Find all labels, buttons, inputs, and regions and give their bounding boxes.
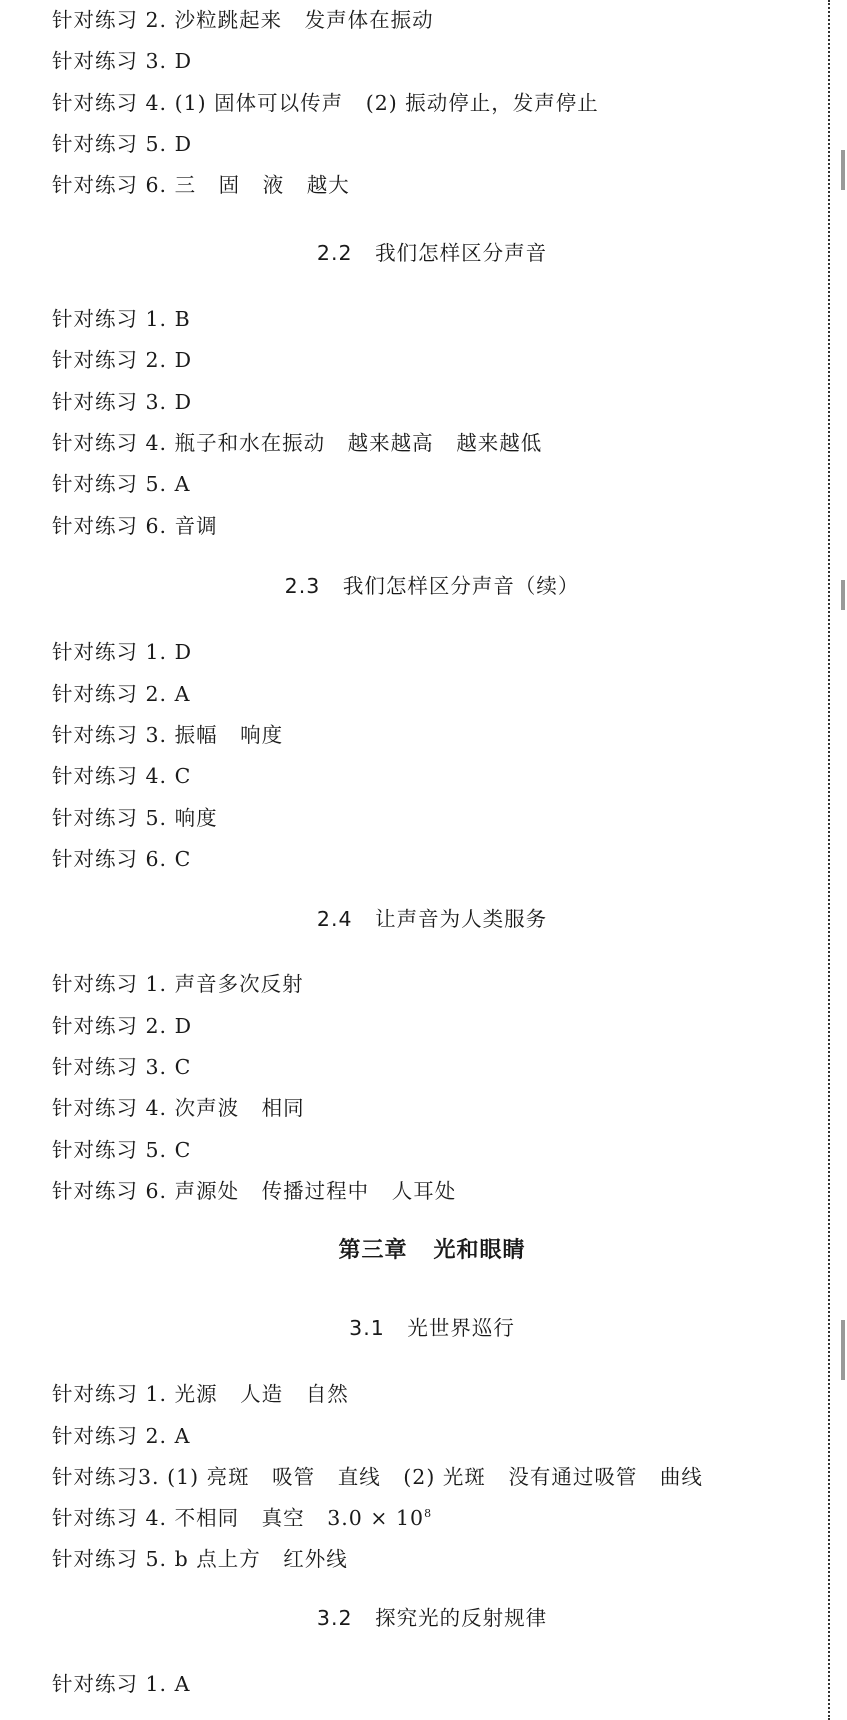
answer-text: 针对练习 5. A	[52, 472, 191, 496]
answer-line	[52, 1095, 305, 1121]
answer-text: 针对练习 1. D	[52, 640, 193, 664]
answer-text: 针对练习 4. 瓶子和水在振动 越来越高 越来越低	[52, 431, 543, 455]
answer-text: 针对练习 3. 振幅 响度	[52, 723, 284, 747]
answer-line	[52, 722, 283, 748]
answer-text: 针对练习 5. C	[52, 1138, 192, 1162]
answer-line	[52, 681, 190, 707]
answer-line	[52, 513, 218, 539]
answer-text: 针对练习 2. D	[52, 348, 193, 372]
answer-text: 针对练习 6. 三 固 液 越大	[52, 173, 350, 197]
answer-line	[52, 1671, 190, 1697]
answer-line	[52, 971, 304, 997]
answer-text: 针对练习 6. 声源处 传播过程中 人耳处	[52, 1179, 457, 1203]
answer-text: 针对练习 1. 声音多次反射	[52, 972, 304, 996]
binding-edge-mark	[841, 150, 845, 190]
answer-text: 针对练习 2. 沙粒跳起来 发声体在振动	[52, 8, 434, 32]
answer-line	[52, 1381, 349, 1407]
answer-line	[52, 1464, 703, 1490]
heading-text: 2.3 我们怎样区分声音（续）	[284, 574, 580, 598]
answer-text: 针对练习 5. 响度	[52, 806, 218, 830]
answer-line	[52, 347, 192, 373]
answer-text: 针对练习 3. D	[52, 390, 193, 414]
section-heading	[52, 906, 812, 932]
heading-text: 3.1 光世界巡行	[349, 1316, 515, 1340]
answer-line	[52, 1505, 432, 1531]
answer-text: 针对练习 2. A	[52, 682, 191, 706]
answer-line	[52, 131, 192, 157]
section-heading	[52, 1315, 812, 1341]
answer-text: 针对练习 5. b 点上方 红外线	[52, 1547, 348, 1571]
answer-text: 针对练习 2. D	[52, 1014, 193, 1038]
answer-text: 针对练习 3. D	[52, 49, 193, 73]
answer-line	[52, 1423, 190, 1449]
answer-text: 针对练习 1. B	[52, 307, 191, 331]
answer-line	[52, 639, 192, 665]
answer-line	[52, 172, 350, 198]
answer-line	[52, 1013, 192, 1039]
answer-text: 针对练习 4. (1) 固体可以传声 (2) 振动停止，发声停止	[52, 91, 599, 115]
exponent: 8	[424, 1507, 433, 1521]
answer-text: 针对练习 5. D	[52, 132, 193, 156]
answer-text: 针对练习 1. 光源 人造 自然	[52, 1382, 349, 1406]
answer-line	[52, 389, 192, 415]
section-heading	[52, 573, 812, 599]
answer-line	[52, 1137, 191, 1163]
section-heading	[52, 1605, 812, 1631]
section-heading	[52, 240, 812, 266]
binding-edge-mark	[841, 1320, 845, 1380]
answer-line	[52, 48, 192, 74]
answer-line	[52, 306, 191, 332]
answer-text: 针对练习 4. C	[52, 764, 192, 788]
answer-line	[52, 430, 542, 456]
answer-text: 针对练习3. (1) 亮斑 吸管 直线 (2) 光斑 没有通过吸管 曲线	[52, 1465, 703, 1489]
answer-line	[52, 1054, 191, 1080]
answer-text: 针对练习 4. 不相同 真空 3.0 × 10	[52, 1506, 425, 1530]
chapter-title	[52, 1237, 812, 1265]
heading-text: 3.2 探究光的反射规律	[316, 1606, 548, 1630]
answer-line	[52, 805, 218, 831]
answer-text: 针对练习 3. C	[52, 1055, 192, 1079]
answer-line	[52, 846, 191, 872]
answer-text: 针对练习 4. 次声波 相同	[52, 1096, 305, 1120]
heading-text: 2.4 让声音为人类服务	[316, 907, 548, 931]
heading-text: 2.2 我们怎样区分声音	[316, 241, 548, 265]
answer-line	[52, 471, 190, 497]
answer-line	[52, 90, 599, 116]
heading-text: 第三章 光和眼睛	[338, 1238, 526, 1263]
answer-text: 针对练习 6. C	[52, 847, 192, 871]
answer-line	[52, 1178, 456, 1204]
answer-text: 针对练习 1. A	[52, 1672, 191, 1696]
answer-line	[52, 1546, 348, 1572]
binding-edge-mark	[841, 580, 845, 610]
answer-text: 针对练习 2. A	[52, 1424, 191, 1448]
page-margin-dotted-rule	[828, 0, 830, 1720]
answer-line	[52, 763, 191, 789]
answer-text: 针对练习 6. 音调	[52, 514, 218, 538]
answer-line	[52, 7, 434, 33]
